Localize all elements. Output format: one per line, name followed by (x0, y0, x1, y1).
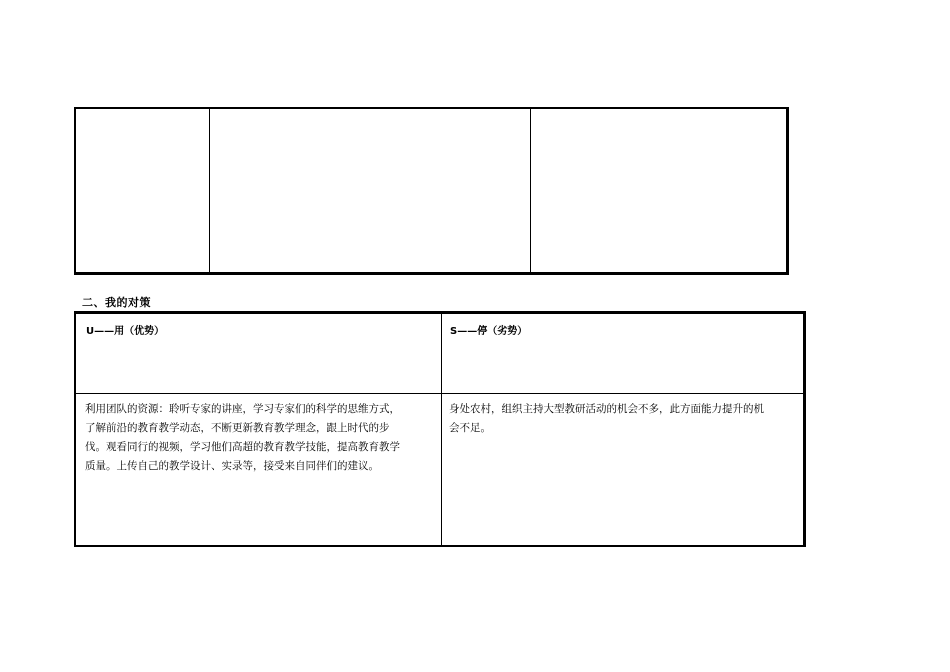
table-column-divider (441, 314, 442, 545)
strengths-cell (85, 400, 437, 476)
table-row-divider (76, 393, 803, 394)
strategy-table (74, 311, 806, 547)
strengths-line: 质量。上传自己的教学设计、实录等，接受来自同伴们的建议。 (85, 460, 379, 472)
strengths-line: 了解前沿的教育教学动态，不断更新教育教学理念，跟上时代的步 (85, 422, 390, 434)
strengths-line: 利用团队的资源：聆听专家的讲座，学习专家们的科学的思维方式， (85, 403, 400, 415)
continued-table (74, 107, 789, 275)
weaknesses-header: S——停（劣势） (450, 326, 528, 337)
table-column-divider (209, 109, 210, 272)
table-column-divider (530, 109, 531, 272)
weaknesses-line: 会不足。 (449, 422, 491, 434)
strengths-header: U——用（优势） (86, 326, 165, 337)
section-heading: 二、我的对策 (82, 296, 151, 309)
strengths-line: 伐。观看同行的视频，学习他们高超的教育教学技能，提高教育教学 (85, 441, 400, 453)
weaknesses-cell (449, 400, 801, 438)
weaknesses-line: 身处农村，组织主持大型教研活动的机会不多，此方面能力提升的机 (449, 403, 764, 415)
